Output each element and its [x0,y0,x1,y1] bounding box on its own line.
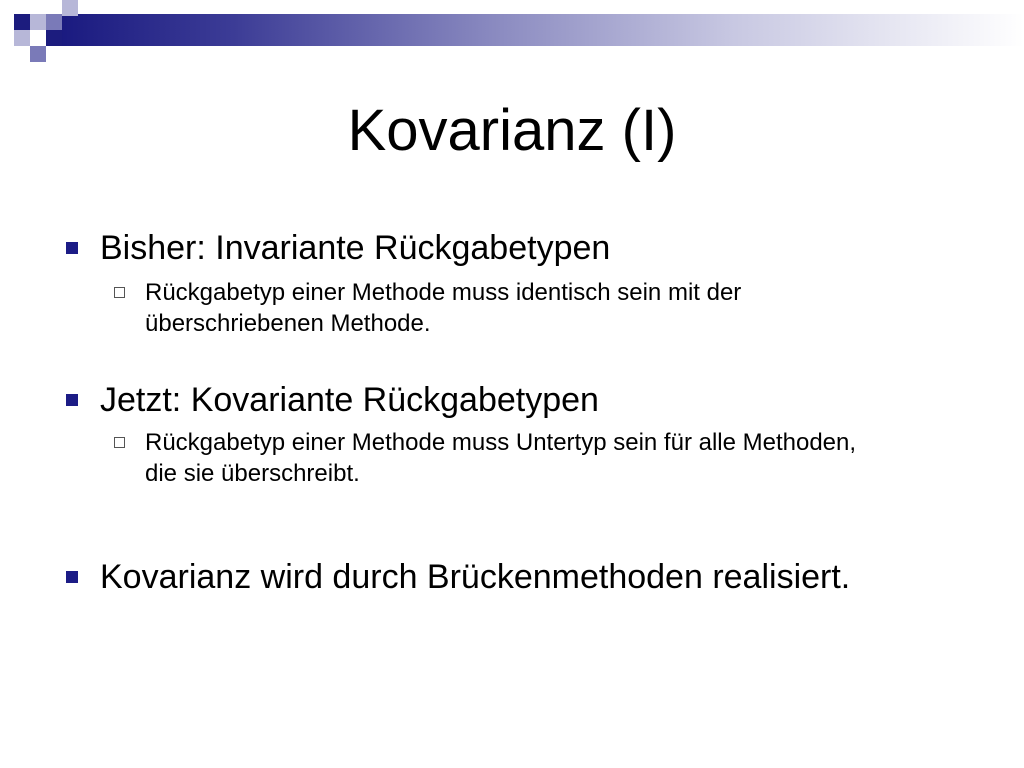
bullet-square-icon [66,571,78,583]
header-square-decoration [14,14,30,30]
sub-bullet-hollow-square-icon [114,287,125,298]
header-square-decoration [30,46,46,62]
header-square-decoration [46,30,62,46]
bullet-text: Jetzt: Kovariante Rückgabetypen [100,381,599,419]
header-gradient-bar [60,14,1024,46]
bullet-text: Bisher: Invariante Rückgabetypen [100,229,611,267]
header-square-decoration [30,14,46,30]
sub-bullet-text: Rückgabetyp einer Methode muss identisch sein mit der überschriebenen Methode. [145,279,742,337]
header-square-decoration [46,14,62,30]
bullet-square-icon [66,242,78,254]
sub-bullet-text: Rückgabetyp einer Methode muss Untertyp sein für alle Methoden, die sie überschreibt. [145,429,857,487]
header-square-decoration [62,0,78,16]
slide-title: Kovarianz (I) [347,98,677,163]
bullet-square-icon [66,394,78,406]
bullet-text: Kovarianz wird durch Brückenmethoden realisiert. [100,558,851,596]
header-square-decoration [14,30,30,46]
sub-bullet-hollow-square-icon [114,437,125,448]
